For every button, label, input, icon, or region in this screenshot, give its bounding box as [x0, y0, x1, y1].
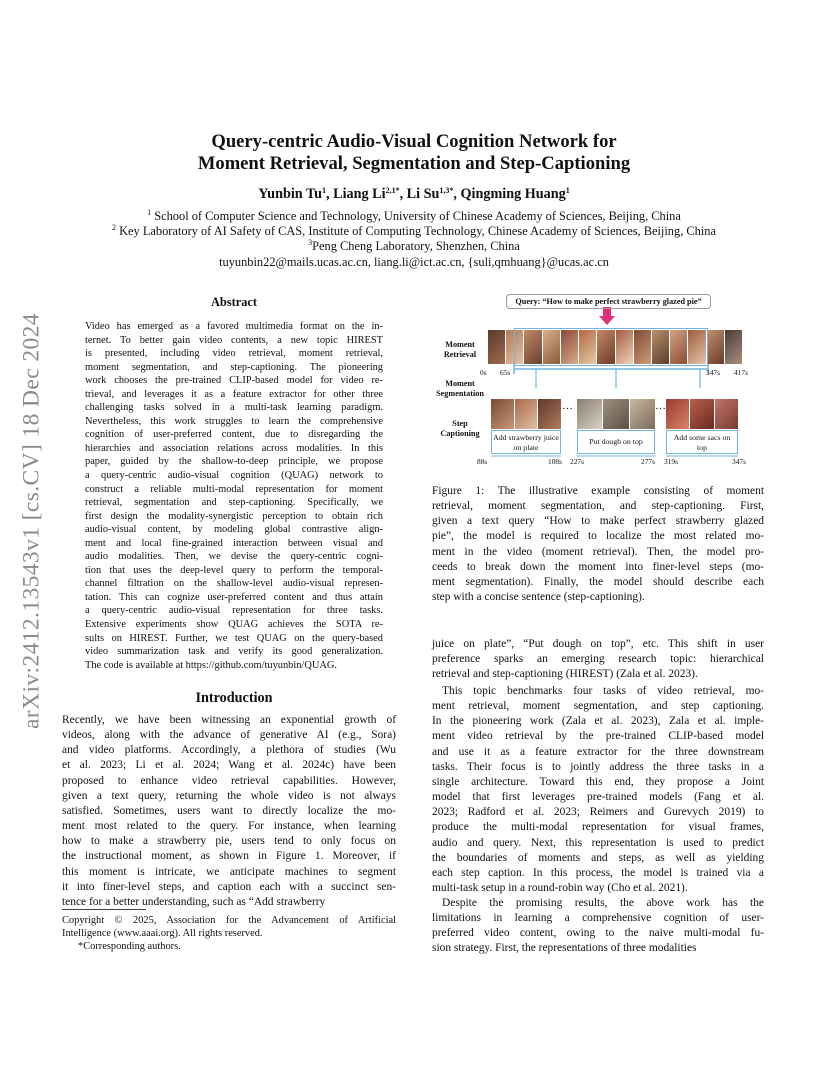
text-line: Recently, we have been witnessing an exponential growth of [62, 714, 396, 726]
text-line: trieval, and leverages it as a feature extractor for other three [85, 388, 383, 400]
step-2-caption: Put dough on top [577, 430, 655, 454]
text-line: Nevertheless, this work struggles to learn the comprehensive [85, 415, 383, 427]
step-1-caption: Add strawberry juice on plate [491, 430, 561, 454]
text-line: ternet. To better gain video contents, a new topic HIREST [85, 334, 383, 346]
introduction-body [62, 713, 396, 910]
ellipsis-1: … [562, 400, 573, 412]
ellipsis-2: … [655, 400, 666, 412]
text-line: juice on plate”, “Put dough on top”, etc. This shift in user [432, 638, 764, 650]
author-list: Yunbin Tu$^1$, Liang $Li^{2,1*}$, Li $Su^{1,3*}$, Qingming Huang$^1$ [258, 186, 570, 202]
step-3-caption: Add some sacs on top [666, 430, 738, 454]
text-line: ment and local fine-grained interaction between visual and [85, 537, 383, 549]
text-line: and video platforms. Accordingly, a plethora of studies (Wu [62, 744, 396, 757]
step-2-frames [577, 399, 655, 429]
right-paragraph-2 [432, 684, 764, 896]
text-line: single architecture. Toward this end, they propose a Joint [432, 775, 764, 788]
right-paragraph-3 [432, 896, 764, 957]
text-line: ment video retrieval by the pre-trained CLIP-based model [432, 730, 764, 743]
text-line: audio modalities. Then, we devise the query-centric cogni- [85, 551, 383, 563]
text-line: challenging tasks solved in a multi-task learning paradigm. [85, 402, 383, 414]
corresponding-footnote: *Corresponding authors. [78, 941, 181, 952]
affiliation-1: $^1$ School of Computer Science and Technology, University of Chinese Academy of Sciences, Beijing, China [147, 208, 681, 223]
text-line: limitations in learning a comprehensive cognition of user- [432, 912, 764, 925]
text-line: step with a concise sentence (step-captioning). [432, 591, 645, 604]
text-line: Figure 1: The illustrative example consisting of moment [432, 485, 764, 497]
affiliation-2: $^2$ Key Laboratory of AI Safety of CAS, Institute of Computing Technology, Chinese Academy of Sciences, Beijing, China [112, 223, 716, 238]
introduction-heading: Introduction [195, 690, 273, 706]
paper-title-line-2: Moment Retrieval, Segmentation and Step-Captioning [197, 153, 631, 174]
step-3-start: 319s [664, 457, 678, 466]
text-line: In the pioneering work (Zala et al. 2023), Zala et al. imple- [432, 715, 764, 728]
text-line: The code is available at https://github.com/tuyunbin/QUAG. [85, 659, 337, 671]
text-line: video summarization task and verify its good generalization. [85, 646, 383, 658]
step-3-frames [666, 399, 738, 429]
text-line: hierarchies and association relations across modalities. In this [85, 442, 383, 454]
author-emails: tuyunbin22@mails.ucas.ac.cn, liang.li@ict.ac.cn, {suli,qmhuang}@ucas.ac.cn [219, 255, 609, 269]
text-line: tasks. Their focus is to jointly address the three tasks in a [432, 760, 764, 773]
text-line: channel filtration on the shallow-level audio-visual represen- [85, 578, 383, 590]
text-line: cognition of user-preferred content, due to disregarding the [85, 429, 383, 441]
text-line: produce the multi-modal representation for visual frames, [432, 821, 764, 834]
text-line: audio-visual content, by modeling global contrastive align- [85, 524, 383, 536]
label-moment-segmentation: Moment Segmentation [436, 379, 484, 398]
paper-title-line-1: Query-centric Audio-Visual Cognition Network for [211, 131, 617, 152]
text-line: 2023; Radford et al. 2023; Reimers and Gurevych 2019) to [432, 806, 764, 819]
text-line: paper, guided by the shallow-to-deep principle, we propose [85, 456, 383, 468]
text-line: retrieval and step-captioning (HIREST) (Zala et al. 2023). [432, 668, 698, 681]
text-line: preference sparks an emerging research topic: hierarchical [432, 653, 764, 666]
figure-1-caption [432, 484, 764, 605]
text-line: how to make a strawberry pie, users tend to only focus on [62, 835, 396, 848]
step-1-start: 88s [477, 457, 488, 466]
text-line: this moment is intricate, we anticipate machines to segment [62, 865, 396, 878]
text-line: Copyright © 2025, Association for the Advancement of Artificial [62, 915, 396, 926]
text-line: Intelligence (www.aaai.org). All rights reserved. [62, 928, 263, 939]
text-line: et al. 2023; Li et al. 2024; Wang et al. 2024c) have been [62, 759, 396, 772]
tick-65s: 65s [500, 368, 511, 377]
arxiv-side-stamp: arXiv:2412.13543v1 [cs.CV] 18 Dec 2024 [18, 312, 45, 729]
text-line: the instructional moment, as shown in Figure 1. Moreover, if [62, 850, 396, 863]
text-line: it into finer-level steps, and caption each with a succinct sen- [62, 880, 396, 893]
footnote-rule [62, 909, 146, 910]
step-1-end: 108s [548, 457, 562, 466]
step-1-frames [491, 399, 561, 429]
right-paragraph-1 [432, 637, 764, 682]
text-line: tation. This can cognize user-preferred content and thus attain [85, 591, 383, 603]
text-line: Video has emerged as a favored multimedia format on the in- [85, 321, 383, 332]
text-line: sults on HIREST. Further, we test QUAG on the query-based [85, 632, 383, 644]
author-3: Li $Su^{1,3*}$ [406, 186, 454, 202]
text-line: pie”, the model is required to localize the most related mo- [432, 530, 764, 543]
text-line: proposed to enhance video retrieval capabilities. However, [62, 774, 396, 787]
text-line: sion strategy. First, the representations of three modalities [432, 942, 697, 955]
text-line: tence for a better understanding, such as “Add strawberry [62, 895, 326, 908]
text-line: given a text query, returning the whole video is not always [62, 789, 396, 802]
label-moment-retrieval: Moment Retrieval [443, 340, 477, 359]
text-line: and use it as a feature extractor for the three downstream [432, 745, 764, 758]
step-2-start: 227s [570, 457, 584, 466]
label-step-captioning: Step Captioning [440, 419, 480, 438]
author-4: Qingming Huang$^1$ [460, 186, 570, 202]
query-box: Query: “How to make perfect strawberry glazed pie” [506, 294, 711, 309]
text-line: each step caption. In this process, the model is trained via a [432, 866, 764, 879]
author-2: Liang $Li^{2,1*}$ [333, 186, 400, 202]
text-line: a query-centric audio-visual cognition (QUAG) network to [85, 470, 383, 482]
text-line: ment in the video (moment retrieval). Then, the model pro- [432, 545, 764, 558]
retrieved-moment-box [514, 328, 708, 366]
affiliation-3: $^3$Peng Cheng Laboratory, Shenzhen, China [308, 238, 520, 253]
tick-347s: 347s [706, 368, 720, 377]
text-line: Extensive experiments show QUAG achieves the SOTA re- [85, 619, 383, 631]
text-line: construct a reliable multi-modal representation for moment [85, 483, 383, 495]
text-line: Despite the promising results, the above work has the [442, 897, 764, 909]
abstract-heading: Abstract [210, 295, 258, 309]
step-2-end: 277s [641, 457, 655, 466]
abstract-body [85, 320, 383, 672]
text-line: the boundaries of moments and steps, as well as yielding [432, 851, 764, 864]
text-line: retrieval, segmentation and step-captioning. Specifically, we [85, 497, 383, 509]
text-line: satisfied. Sometimes, users want to directly localize the mo- [62, 804, 396, 817]
tick-0s: 0s [480, 368, 487, 377]
step-3-end: 347s [732, 457, 746, 466]
text-line: videos, along with the advance of generative AI (e.g., Sora) [62, 729, 396, 742]
author-1: Yunbin Tu$^1$ [258, 186, 327, 202]
text-line: model that first leverages pre-trained models (Fang et al. [432, 791, 764, 804]
figure-1 [434, 288, 764, 468]
text-line: ceeds to break down the moment into finer-level steps (mo- [432, 560, 764, 573]
text-line: tion that uses the deep-level query to perform the temporal- [85, 564, 383, 576]
text-line: ment retrieval, moment segmentation, and step captioning. [432, 700, 764, 713]
text-line: audio and query. Next, this representation is used to predict [432, 836, 764, 849]
text-line: is presented, including video retrieval, moment retrieval, [85, 348, 383, 360]
text-line: ment segmentation). Finally, the model should describe each [432, 575, 764, 588]
text-line: first design the modality-synergistic perception to obtain rich [85, 510, 383, 522]
text-line: given a text query “How to make perfect strawberry glazed [432, 515, 764, 528]
text-line: multi-task setup in a round-robin way (Cho et al. 2021). [432, 882, 688, 895]
text-line: ment most related to the query. For instance, when learning [62, 820, 396, 833]
copyright-footnote [62, 914, 396, 940]
text-line: retrieval, moment segmentation, and step-captioning. First, [432, 500, 764, 513]
text-line: This topic benchmarks four tasks of video retrieval, mo- [442, 685, 764, 697]
text-line: work chooses the pre-trained CLIP-based model for video re- [85, 375, 383, 387]
text-line: preferred video content, owing to the naive multi-modal fu- [432, 927, 764, 940]
tick-417s: 417s [734, 368, 748, 377]
text-line: a query-centric audio-visual representation for three tasks. [85, 605, 383, 617]
text-line: moment segmentation, and step-captioning. The pioneering [85, 361, 383, 373]
